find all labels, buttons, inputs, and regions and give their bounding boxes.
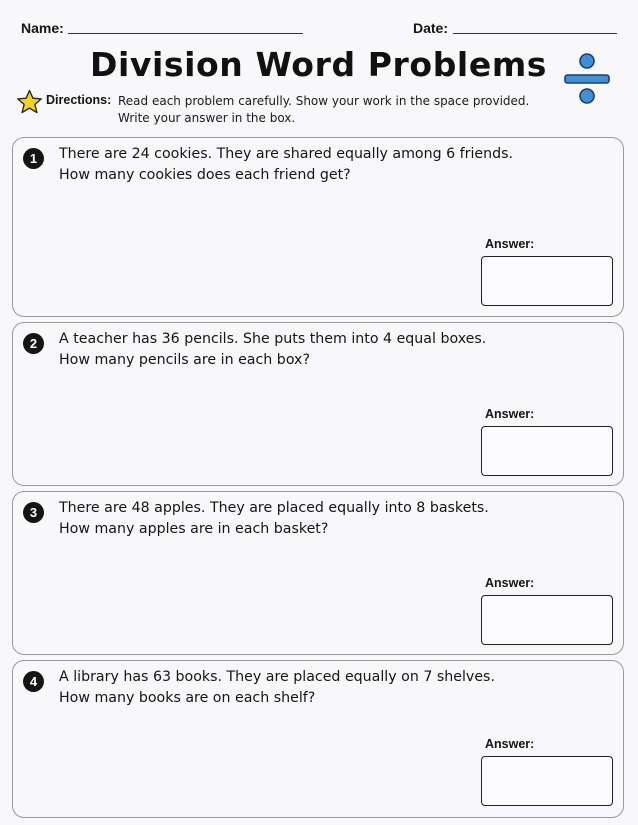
problem-question	[59, 667, 599, 708]
answer-box[interactable]	[481, 426, 613, 476]
page-title: Division Word Problems	[89, 45, 548, 84]
problem-number-badge: 4	[23, 671, 44, 692]
problem-question	[59, 498, 599, 539]
problem-card-1	[12, 137, 624, 317]
question-line-1: A library has 63 books. They are placed equally on 7 shelves.	[59, 669, 495, 685]
problem-question	[59, 144, 599, 185]
question-line-2: How many apples are in each basket?	[59, 520, 329, 537]
date-label: Date:	[413, 20, 449, 36]
answer-box[interactable]	[481, 756, 613, 806]
name-field[interactable]	[68, 33, 303, 34]
question-line-2: How many cookies does each friend get?	[59, 166, 351, 183]
problem-question	[59, 329, 599, 370]
name-label: Name:	[21, 20, 64, 36]
answer-box[interactable]	[481, 256, 613, 306]
header-fields	[21, 19, 618, 41]
directions-text	[118, 93, 598, 127]
question-line-2: How many books are on each shelf?	[59, 689, 316, 706]
problem-number-badge: 1	[23, 148, 44, 169]
directions	[16, 88, 616, 128]
answer-label: Answer:	[485, 737, 535, 751]
date-field[interactable]	[453, 33, 617, 34]
question-line-1: There are 48 apples. They are placed equally into 8 baskets.	[59, 500, 489, 516]
problem-number-badge: 2	[23, 333, 44, 354]
problem-card-3	[12, 491, 624, 655]
directions-label: Directions:	[46, 93, 112, 107]
problem-number-badge: 3	[23, 502, 44, 523]
star-icon	[16, 89, 43, 114]
directions-line-2: Write your answer in the box.	[118, 111, 296, 125]
directions-line-1: Read each problem carefully. Show your work in the space provided.	[118, 94, 530, 108]
question-line-1: There are 24 cookies. They are shared equally among 6 friends.	[59, 146, 514, 162]
problem-card-4	[12, 660, 624, 818]
answer-label: Answer:	[485, 576, 535, 590]
answer-box[interactable]	[481, 595, 613, 645]
problem-card-2	[12, 322, 624, 486]
question-line-2: How many pencils are in each box?	[59, 351, 310, 368]
answer-label: Answer:	[485, 407, 535, 421]
answer-label: Answer:	[485, 237, 535, 251]
question-line-1: A teacher has 36 pencils. She puts them into 4 equal boxes.	[59, 331, 487, 347]
